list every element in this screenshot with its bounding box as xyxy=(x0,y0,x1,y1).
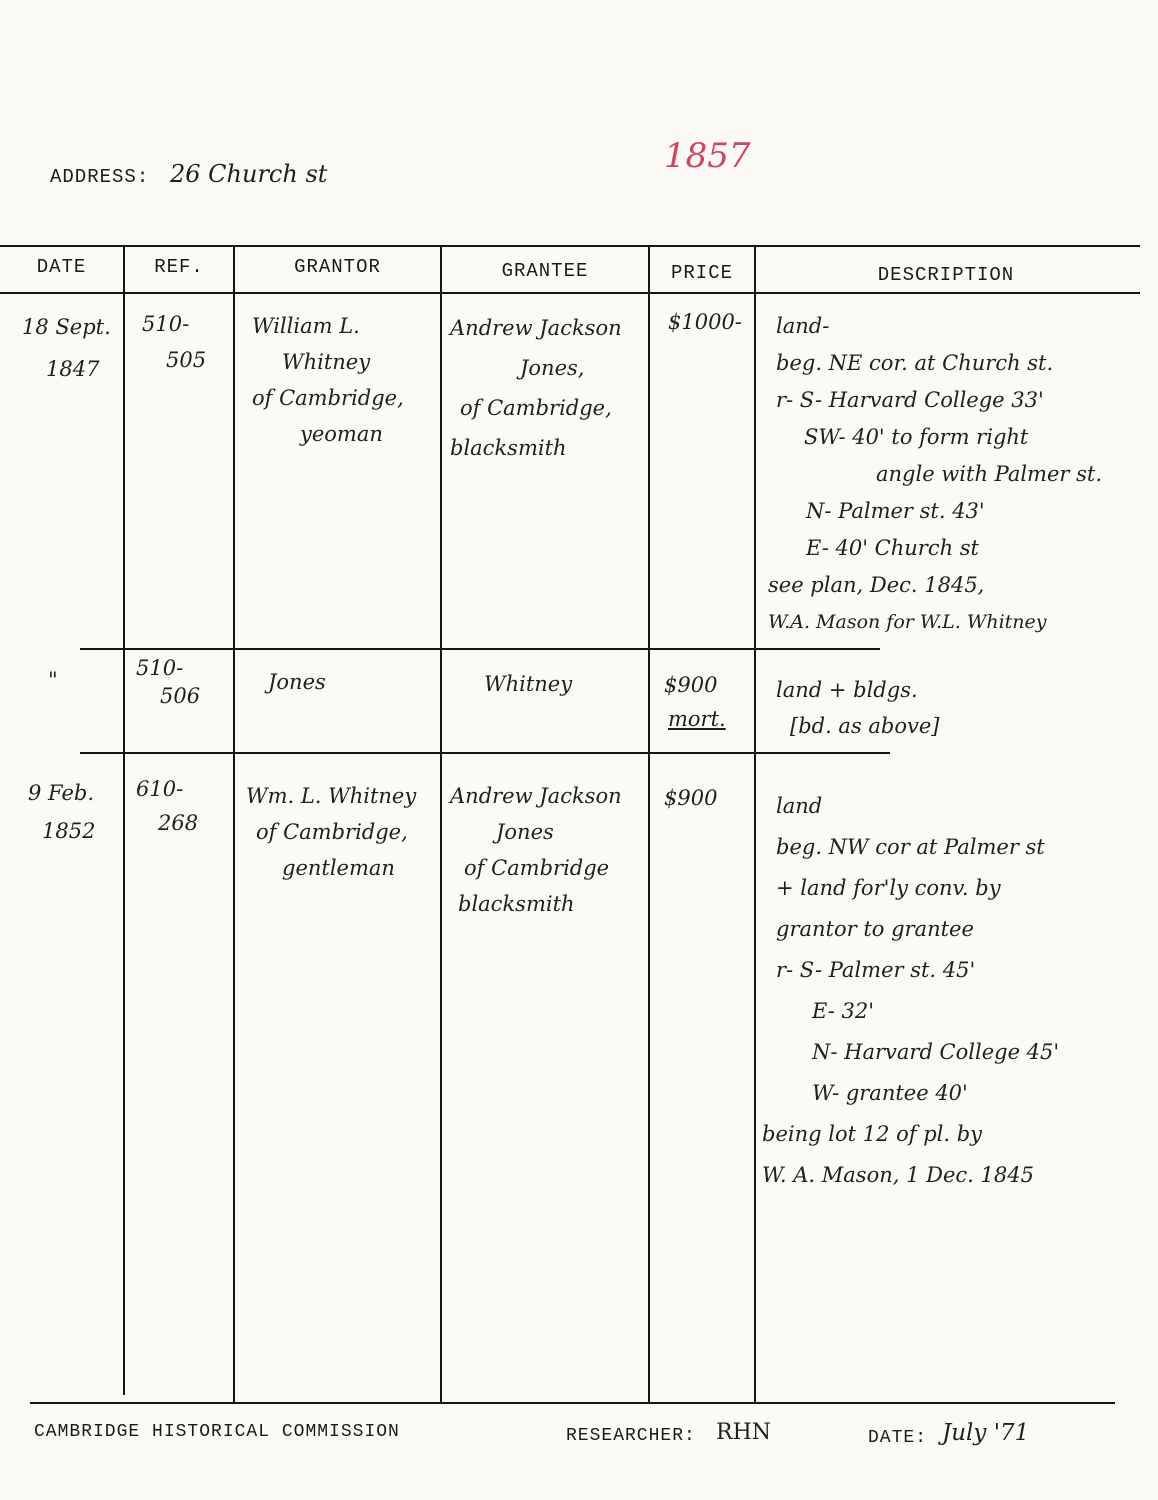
column-header-ref: REF. xyxy=(154,256,204,278)
entry-1-description-line: E- 40' Church st xyxy=(806,536,979,560)
entry-2-grantor: Jones xyxy=(268,670,326,694)
entry-3-grantor-line: of Cambridge, xyxy=(256,820,408,844)
entry-1-description-line: see plan, Dec. 1845, xyxy=(768,573,985,597)
entry-1-date xyxy=(22,306,111,390)
entry-3-ref xyxy=(136,772,198,840)
entry-3-description-line: land xyxy=(776,794,823,818)
header-bottom-rule xyxy=(0,292,1140,294)
entry-3-description-line: being lot 12 of pl. by xyxy=(762,1122,983,1146)
col-divider-date-ref xyxy=(123,245,125,1395)
address-value: 26 Church st xyxy=(170,160,328,188)
entry-3-grantee-line: of Cambridge xyxy=(464,856,610,880)
column-header-grantor: GRANTOR xyxy=(294,256,381,278)
col-divider-price-desc xyxy=(754,245,756,1402)
entry-3-description-line: E- 32' xyxy=(812,999,874,1023)
entry-3-price: $900 xyxy=(664,786,718,810)
footer-organization: CAMBRIDGE HISTORICAL COMMISSION xyxy=(34,1422,400,1442)
col-divider-grantee-price xyxy=(648,245,650,1402)
entry-3-description-line: W. A. Mason, 1 Dec. 1845 xyxy=(762,1163,1034,1187)
entry-1-price: $1000- xyxy=(668,310,742,334)
entry-2-price-note: mort. xyxy=(668,707,726,731)
entry-1-grantor-line: of Cambridge, xyxy=(252,386,404,410)
entry-3-grantee-line: Andrew Jackson xyxy=(450,784,622,808)
entry-3-date-day: 9 Feb. xyxy=(28,781,95,805)
entry-1-description-line: r- S- Harvard College 33' xyxy=(776,388,1044,412)
address-label: ADDRESS: xyxy=(50,166,150,188)
table-top-rule xyxy=(0,245,1140,247)
entry-3-grantor xyxy=(246,778,416,886)
entry-3-grantee-line: Jones xyxy=(496,820,554,844)
entry-3-date-year: 1852 xyxy=(42,819,96,843)
column-header-price: PRICE xyxy=(670,262,733,284)
entry-3-ref-book: 610- xyxy=(136,777,184,801)
entry-3-ref-page: 268 xyxy=(158,811,199,835)
footer-date-label: DATE: xyxy=(868,1428,928,1448)
entry-1-grantee-line: Andrew Jackson xyxy=(450,316,622,340)
table-bottom-rule xyxy=(30,1402,1115,1404)
entry-1-grantee-line: of Cambridge, xyxy=(460,396,612,420)
entry-1-ref-book: 510- xyxy=(142,312,190,336)
entry-1-grantor-line: yeoman xyxy=(300,422,383,446)
entry-2-grantee: Whitney xyxy=(484,672,573,696)
entry-2-price xyxy=(664,668,726,736)
year-stamp: 1857 xyxy=(664,136,751,176)
entry-3-grantee xyxy=(450,778,622,922)
entry-2-date-ditto: " xyxy=(48,668,58,692)
row-divider-1 xyxy=(80,648,880,650)
entry-3-grantor-line: Wm. L. Whitney xyxy=(246,784,417,808)
col-divider-ref-grantor xyxy=(233,245,235,1402)
entry-2-ref xyxy=(136,654,200,710)
entry-3-grantor-line: gentleman xyxy=(282,856,395,880)
entry-1-grantee xyxy=(450,308,622,468)
entry-1-grantee-line: Jones, xyxy=(520,356,585,380)
entry-2-ref-book: 510- xyxy=(136,656,184,680)
entry-3-date xyxy=(28,774,95,850)
column-header-description: DESCRIPTION xyxy=(877,264,1015,286)
entry-1-date-year: 1847 xyxy=(46,357,100,381)
column-header-grantee: GRANTEE xyxy=(501,260,589,282)
entry-1-description xyxy=(768,308,1103,641)
entry-3-description-line: N- Harvard College 45' xyxy=(812,1040,1060,1064)
entry-3-description xyxy=(762,786,1060,1196)
entry-1-description-line: N- Palmer st. 43' xyxy=(806,499,985,523)
entry-2-description-line: land + bldgs. xyxy=(776,678,918,702)
entry-2-price-amount: $900 xyxy=(664,673,718,697)
entry-1-description-line: land- xyxy=(776,314,830,338)
entry-1-grantor-line: Whitney xyxy=(282,350,371,374)
col-divider-grantor-grantee xyxy=(440,245,442,1402)
entry-2-description xyxy=(776,672,940,744)
entry-3-description-line: grantor to grantee xyxy=(776,917,974,941)
entry-1-ref-page: 505 xyxy=(166,348,207,372)
entry-1-grantor xyxy=(252,308,404,452)
entry-3-description-line: beg. NW cor at Palmer st xyxy=(776,835,1045,859)
entry-1-description-line: W.A. Mason for W.L. Whitney xyxy=(768,611,1047,633)
entry-3-description-line: r- S- Palmer st. 45' xyxy=(776,958,976,982)
column-header-date: DATE xyxy=(36,256,87,278)
entry-1-grantor-line: William L. xyxy=(252,314,360,338)
entry-2-ref-page: 506 xyxy=(160,684,201,708)
footer-researcher-value: RHN xyxy=(716,1420,771,1445)
entry-1-ref xyxy=(142,306,206,378)
entry-3-grantee-line: blacksmith xyxy=(458,892,575,916)
entry-1-date-day: 18 Sept. xyxy=(22,315,111,339)
footer-date-value: July '71 xyxy=(942,1420,1030,1446)
row-divider-2 xyxy=(80,752,890,754)
entry-3-description-line: W- grantee 40' xyxy=(812,1081,968,1105)
entry-3-description-line: + land for'ly conv. by xyxy=(776,876,1001,900)
entry-1-description-line: beg. NE cor. at Church st. xyxy=(776,351,1054,375)
entry-1-grantee-line: blacksmith xyxy=(450,436,567,460)
entry-1-description-line: SW- 40' to form right xyxy=(804,425,1029,449)
footer-researcher-label: RESEARCHER: xyxy=(566,1426,696,1446)
entry-1-description-line: angle with Palmer st. xyxy=(876,462,1103,486)
entry-2-description-line: [bd. as above] xyxy=(790,714,940,738)
